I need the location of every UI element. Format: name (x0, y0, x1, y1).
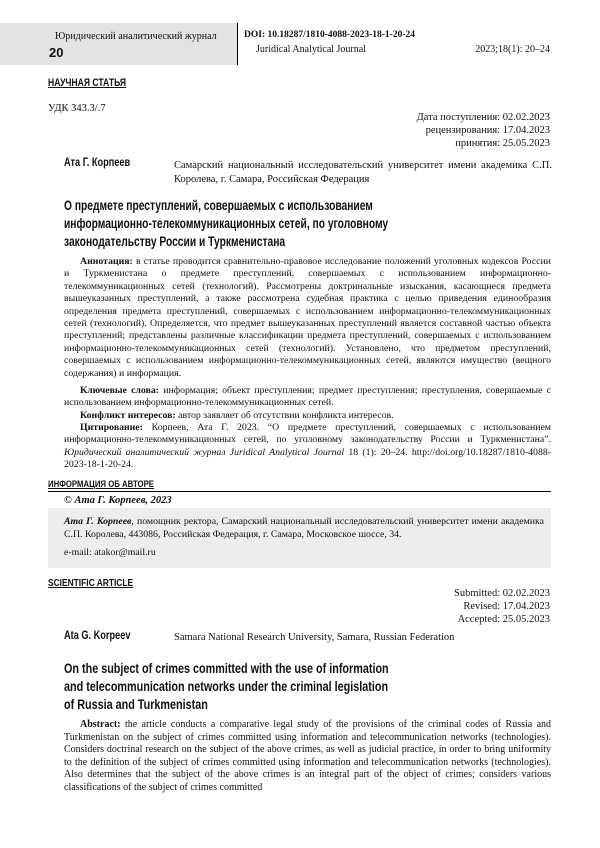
author-info-section: ИНФОРМАЦИЯ ОБ АВТОРЕ (48, 479, 154, 490)
keywords-label-ru: Ключевые слова: (80, 385, 160, 396)
author-en: Ata G. Korpeev (64, 630, 131, 642)
title-line: On the subject of crimes committed with the use of information (64, 661, 389, 676)
author-info-name: Ата Г. Корпеев (64, 516, 132, 527)
affiliation-en: Samara National Research University, Samara, Russian Federation (174, 632, 455, 643)
date-revised-en: Revised: 17.04.2023 (463, 601, 550, 612)
dates-en (454, 587, 550, 626)
section-label-ru: НАУЧНАЯ СТАТЬЯ (48, 77, 127, 89)
date-reviewed-ru: рецензирования: 17.04.2023 (425, 125, 550, 136)
section-label-en: SCIENTIFIC ARTICLE (48, 577, 134, 589)
affiliation-ru: Самарский национальный исследовательский университет имени академика С.П. Королева, г. Самара, Российская Федерация (174, 160, 552, 185)
date-accepted-en: Accepted: 25.05.2023 (457, 614, 550, 625)
title-line: О предмете преступлений, совершаемых с использованием (64, 198, 373, 213)
article-title-ru (64, 197, 491, 251)
author-info-rule (48, 491, 551, 492)
date-submitted-en: Submitted: 02.02.2023 (454, 588, 550, 599)
citation-text-ru: Корпеев, Ата Г. 2023. “О предмете преступлений, совершаемых с использованием информационно-телекоммуникационных сетей, по уголовному законодательству России и Туркменистана”. (64, 422, 552, 446)
conflict-label-ru: Конфликт интересов: (80, 410, 176, 421)
conflict-text-ru: автор заявляет об отсутствии конфликта интересов. (178, 410, 394, 421)
abstract-text-ru: в статье проводится сравнительно-правовое исследование положений уголовных кодексов России и Туркменистана о предмете преступлений, совершаемых с использованием информационно-телекоммуникационных сетей (технологий). Рассмотрены доктринальные изыскания, касающиеся предмета вышеуказанных преступлений, а также рассмотрена судебная практика с целью приведения единообразия определения предмета преступлений, совершаемых с использованием информационно-телекоммуникационных сетей (технологий). Определяется, что предмет вышеуказанных преступлений является составной частью объекта преступлений; представлены различные классификации предмета преступлений, совершаемых с использованием информационно-телекоммуникационных сетей (технологий). Установлено, что предметом преступлений, совершаемых с использованием информационно-телекоммуникационных сетей, являются имущество (вещного содержания) и информация. (64, 256, 551, 379)
conflict-ru (64, 410, 551, 422)
doi[interactable]: DOI: 10.18287/1810-4088-2023-18-1-20-24 (244, 30, 415, 40)
title-line: of Russia and Turkmenistan (64, 697, 208, 712)
dates-ru (417, 111, 550, 150)
keywords-text-ru: информация; объект преступления; предмет преступления; преступления, совершаемые с использованием информационно-телекоммуникационных сетей. (64, 385, 552, 409)
author-email[interactable]: e-mail: atakor@mail.ru (64, 547, 156, 558)
date-received-ru: Дата поступления: 02.02.2023 (416, 112, 550, 123)
issue-info: 2023;18(1): 20–24 (475, 44, 550, 55)
header-journal-block (0, 23, 237, 65)
date-accepted-ru: принятия: 25.05.2023 (455, 138, 550, 149)
abstract-en (64, 719, 551, 794)
abstract-label-en: Abstract: (80, 719, 121, 730)
author-info (64, 516, 544, 541)
udk: УДК 343.3/.7 (48, 103, 106, 114)
journal-name-ru: Юридический аналитический журнал (55, 31, 217, 42)
citation-tail-ru: 18 (1): 20–24. http://doi.org/10.18287/1810-4088-2023-18-1-20-24. (64, 446, 551, 471)
abstract-label-ru: Аннотация: (80, 256, 133, 267)
abstract-ru (64, 256, 551, 380)
article-title-en (64, 660, 470, 714)
citation-journal-ru: Юридический аналитический журнал Juridical Analytical Journal (64, 446, 345, 458)
page-number: 20 (49, 45, 64, 60)
title-line: законодательству России и Туркменистана (64, 234, 286, 249)
citation-ru (64, 422, 551, 472)
title-line: информационно-телекоммуникационных сетей, по уголовному (64, 216, 389, 231)
author-ru: Ата Г. Корпеев (64, 157, 131, 169)
keywords-ru (64, 385, 551, 410)
title-line: and telecommunication networks under the criminal legislation (64, 679, 389, 694)
copyright: © Ата Г. Корпеев, 2023 (64, 495, 172, 506)
author-info-text: , помощник ректора, Самарский национальный исследовательский университет имени академика С.П. Королева, 443086, Российская Федерация, г. Самара, Московское шоссе, 34. (64, 516, 544, 540)
abstract-text-en: the article conducts a comparative legal study of the provisions of the criminal codes of Russia and Turkmenistan on the subject of crimes committed using information and telecommunication networks (technologies). Considers doctrinal research on the subject of the above crimes, as well as judicial practice, in order to bring uniformity to the definition of the subject of crimes committed using information and telecommunication networks (technologies). Also determines that the subject of the above crimes is an integral part of the object of crimes; considers various classifications of the subject of crimes committed (64, 719, 552, 793)
journal-name-en: Juridical Analytical Journal (256, 44, 366, 55)
header-divider (237, 23, 238, 65)
citation-label-ru: Цитирование: (80, 422, 143, 433)
